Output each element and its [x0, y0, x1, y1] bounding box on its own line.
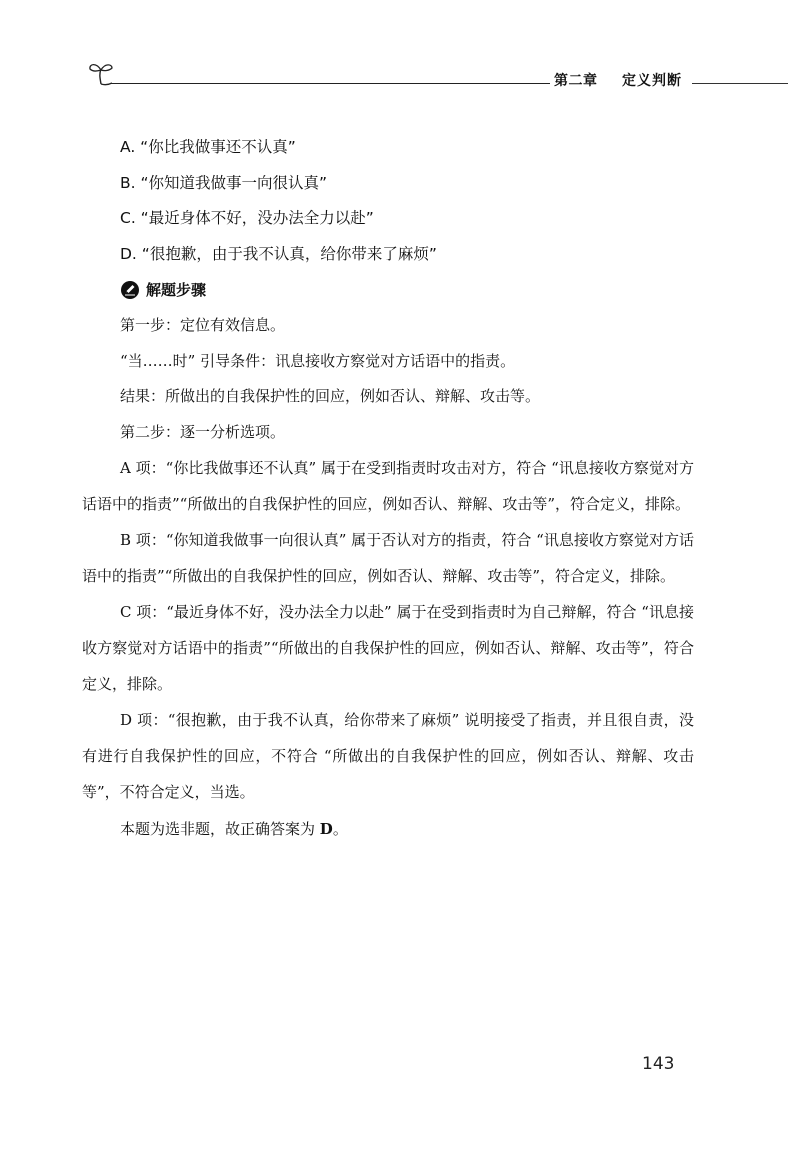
- condition-line: “当……时” 引导条件：讯息接收方察觉对方话语中的指责。: [120, 351, 516, 370]
- conclusion-text: 本题为选非题，故正确答案为: [120, 820, 316, 838]
- option-c: C. “最近身体不好，没办法全力以赴”: [120, 209, 374, 227]
- pencil-badge-icon: [120, 280, 140, 300]
- analysis-a: A 项：“你比我做事还不认真” 属于在受到指责时攻击对方，符合 “讯息接收方察觉对方话语中的指责”“所做出的自我保护性的回应，例如否认、辩解、攻击等”，符合定义，排除。: [82, 459, 694, 513]
- step-two: 第二步：逐一分析选项。: [120, 422, 286, 441]
- page-header: [86, 58, 788, 94]
- result-line: 结果：所做出的自我保护性的回应，例如否认、辩解、攻击等。: [120, 387, 541, 405]
- option-b: B. “你知道我做事一向很认真”: [120, 173, 328, 192]
- analysis-c: C 项：“最近身体不好，没办法全力以赴” 属于在受到指责时为自己辩解，符合 “讯息接收方察觉对方话语中的指责”“所做出的自我保护性的回应，例如否认、辩解、攻击等”，符合定义，排除。: [82, 603, 694, 693]
- page-content: [82, 130, 694, 848]
- option-d: D. “很抱歉，由于我不认真，给你带来了麻烦”: [120, 244, 437, 263]
- solution-heading-text: 解题步骤: [146, 281, 207, 299]
- header-chapter: 第二章: [554, 73, 598, 89]
- conclusion-period: 。: [332, 820, 348, 838]
- header-section: 定义判断: [622, 73, 682, 89]
- header-rule-right: [692, 83, 788, 84]
- page-number: 143: [642, 1054, 675, 1074]
- answer: D: [319, 820, 333, 838]
- conclusion: [120, 812, 694, 848]
- header-rule-left: [110, 83, 550, 84]
- step-one: 第一步：定位有效信息。: [120, 316, 286, 334]
- analysis-b: B 项：“你知道我做事一向很认真” 属于否认对方的指责，符合 “讯息接收方察觉对方话语中的指责”“所做出的自我保护性的回应，例如否认、辩解、攻击等”，符合定义，排除。: [82, 531, 694, 585]
- solution-heading: [120, 272, 694, 308]
- analysis-d: D 项：“很抱歉，由于我不认真，给你带来了麻烦” 说明接受了指责，并且很自责，没有进行自我保护性的回应，不符合 “所做出的自我保护性的回应，例如否认、辩解、攻击等”，不符合定义，当选。: [82, 711, 694, 801]
- option-a: A. “你比我做事还不认真”: [120, 138, 296, 156]
